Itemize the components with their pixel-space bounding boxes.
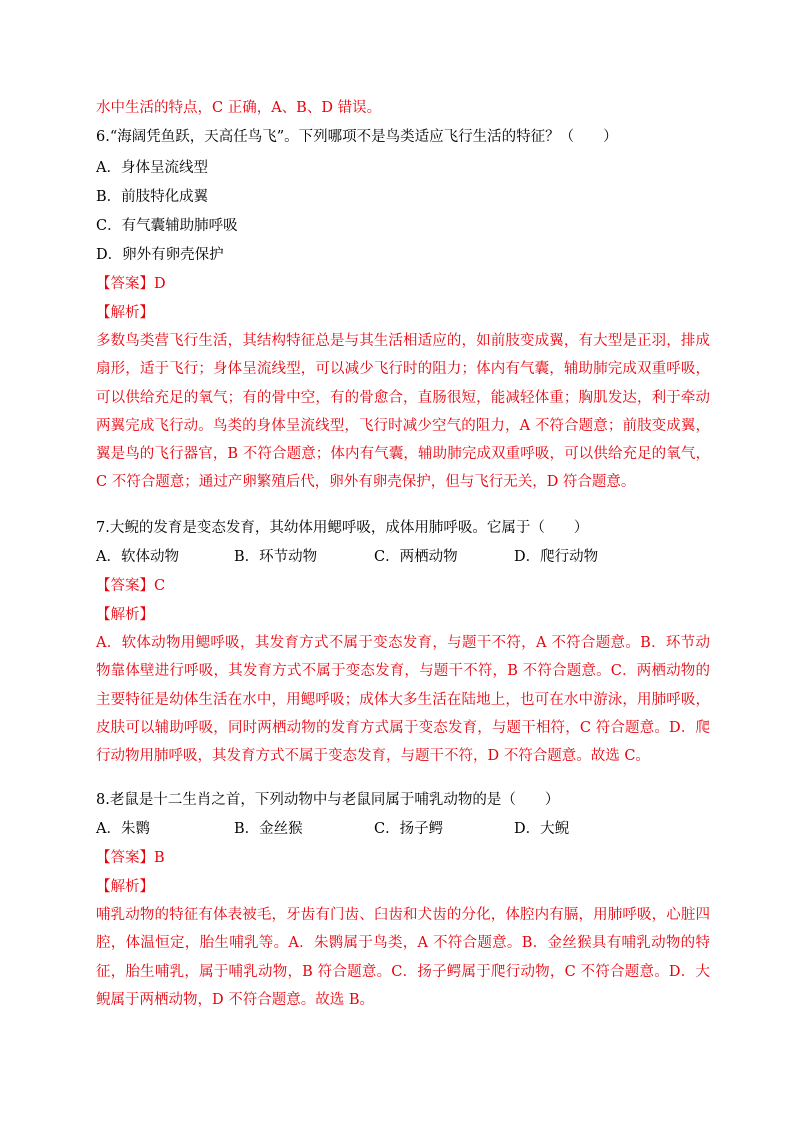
question-8-option-c: C．扬子鳄 bbox=[374, 821, 444, 837]
question-7-analysis-label: 【解析】 bbox=[96, 607, 154, 623]
question-6-option-a: A．身体呈流线型 bbox=[96, 160, 208, 176]
question-6-option-b: B．前肢特化成翼 bbox=[96, 189, 209, 205]
previous-analysis-tail: 水中生活的特点，C 正确，A、B、D 错误。 bbox=[96, 100, 382, 116]
question-6-option-d: D．卵外有卵壳保护 bbox=[96, 247, 224, 263]
question-8-options bbox=[96, 819, 569, 839]
question-7-analysis: A．软体动物用鳃呼吸，其发育方式不属于变态发育，与题干不符，A 不符合题意。B．环节动物靠体壁进行呼吸，其发育方式不属于变态发育，与题干不符，B 不符合题意。C．两栖动物的主要特征是幼体生活在水中，用鳃呼吸；成体大多生活在陆地上，也可在水中游泳，用肺呼吸，皮肤可以辅助呼吸，同时两栖动物的发育方式属于变态发育，与题干相符，C 符合题意。D．爬行动物用肺呼吸，其发育方式不属于变态发育，与题干不符，D 不符合题意。故选 C。 bbox=[96, 635, 710, 765]
question-7-option-c: C．两栖动物 bbox=[374, 549, 458, 565]
question-7-stem: 7.大鲵的发育是变态发育，其幼体用鳃呼吸，成体用肺呼吸。它属于（ ） bbox=[96, 520, 589, 536]
question-8-analysis: 哺乳动物的特征有体表被毛，牙齿有门齿、臼齿和犬齿的分化，体腔内有膈，用肺呼吸，心脏四腔，体温恒定，胎生哺乳等。A．朱鹮属于鸟类，A 不符合题意。B．金丝猴具有哺乳动物的特征，胎生哺乳，属于哺乳动物，B 符合题意。C．扬子鳄属于爬行动物，C 不符合题意。D．大鲵属于两栖动物，D 不符合题意。故选 B。 bbox=[96, 907, 710, 1008]
question-6-option-c: C．有气囊辅助肺呼吸 bbox=[96, 218, 238, 234]
question-7-options bbox=[96, 547, 598, 567]
question-7-option-b: B．环节动物 bbox=[234, 549, 318, 565]
question-7-option-d: D．爬行动物 bbox=[514, 549, 599, 565]
question-6-analysis: 多数鸟类营飞行生活，其结构特征总是与其生活相适应的，如前肢变成翼，有大型是正羽，排成扇形，适于飞行；身体呈流线型，可以减少飞行时的阻力；体内有气囊，辅助肺完成双重呼吸，可以供给充足的氧气；有的骨中空，有的骨愈合，直肠很短，能减轻体重；胸肌发达，利于牵动两翼完成飞行动。鸟类的身体呈流线型，飞行时减少空气的阻力，A 不符合题意；前肢变成翼，翼是鸟的飞行器官，B 不符合题意；体内有气囊，辅助肺完成双重呼吸，可以供给充足的氧气，C 不符合题意；通过产卵繁殖后代，卵外有卵壳保护，但与飞行无关，D 符合题意。 bbox=[96, 333, 710, 491]
question-8-analysis-label: 【解析】 bbox=[96, 879, 154, 895]
question-8-answer: 【答案】B bbox=[96, 850, 165, 866]
question-8-stem: 8.老鼠是十二生肖之首，下列动物中与老鼠同属于哺乳动物的是（ ） bbox=[96, 792, 560, 808]
question-6-stem: 6.“海阔凭鱼跃，天高任鸟飞”。下列哪项不是鸟类适应飞行生活的特征？（ ） bbox=[96, 129, 618, 145]
question-6-analysis-label: 【解析】 bbox=[96, 305, 154, 321]
question-7-answer: 【答案】C bbox=[96, 578, 166, 594]
question-8-option-d: D．大鲵 bbox=[514, 821, 570, 837]
question-8-option-b: B．金丝猴 bbox=[234, 821, 303, 837]
question-8-option-a: A．朱鹮 bbox=[96, 821, 150, 837]
question-6-answer: 【答案】D bbox=[96, 276, 166, 292]
question-7-option-a: A．软体动物 bbox=[96, 549, 179, 565]
